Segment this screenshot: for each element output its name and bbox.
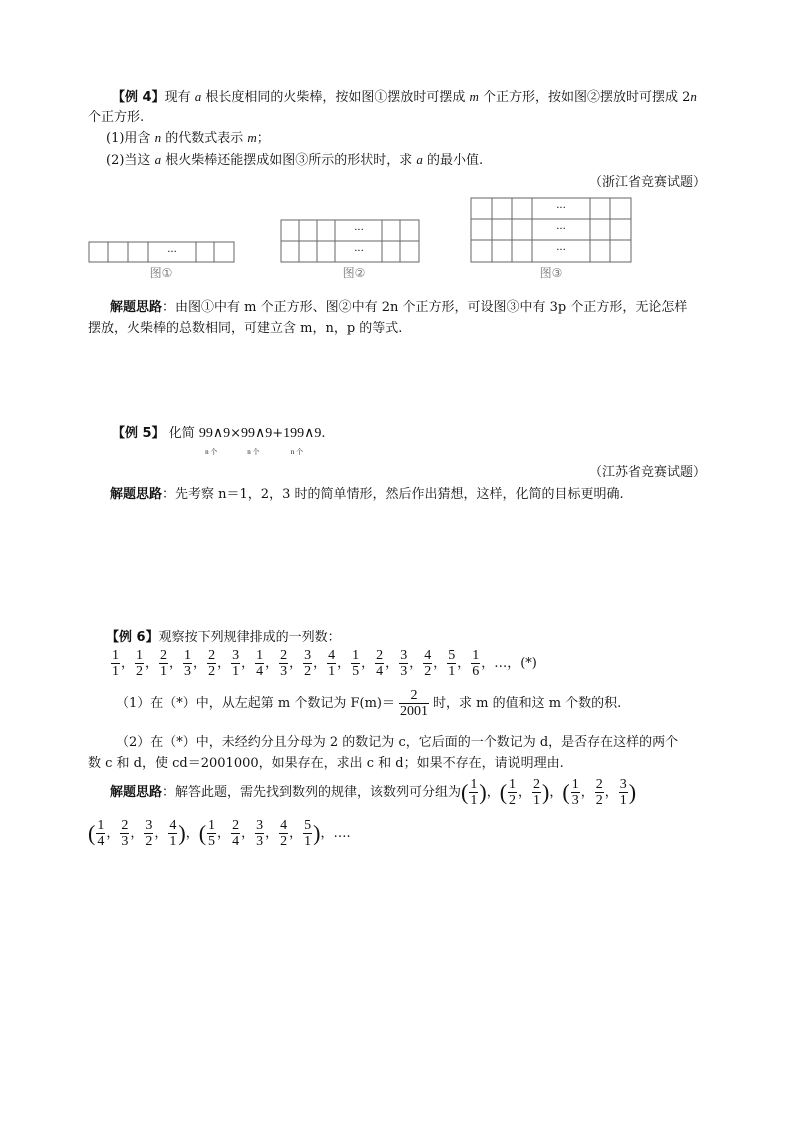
q1-numerator: 2 bbox=[410, 688, 418, 703]
denominator: 4 bbox=[232, 834, 240, 849]
numerator: 2 bbox=[232, 818, 240, 833]
separator: ， bbox=[385, 656, 399, 671]
numerator: 3 bbox=[145, 818, 153, 833]
separator: ， bbox=[289, 656, 303, 671]
term-1-tail: 9 bbox=[223, 426, 231, 441]
ex4-line2: 个正方形. bbox=[88, 110, 145, 125]
sequence-fraction bbox=[351, 648, 360, 679]
sequence-tail: ，…，(*) bbox=[481, 656, 537, 671]
hint-text: ：由图①中有 m 个正方形、图②中有 2n 个正方形，可设图③中有 3p 个正方形，无论怎样 bbox=[162, 300, 688, 315]
separator: ， bbox=[580, 785, 594, 800]
sequence-fraction bbox=[231, 648, 240, 679]
hint-text: ：解答此题，需先找到数列的规律，该数列可分组为 bbox=[162, 785, 462, 800]
term-2-head: 99 bbox=[241, 426, 256, 441]
denominator: 1 bbox=[232, 664, 240, 679]
ex6-hint-line2 bbox=[88, 818, 351, 849]
denominator: 3 bbox=[571, 793, 579, 808]
ex6-question-1 bbox=[116, 688, 621, 719]
numerator: 1 bbox=[256, 648, 264, 663]
denominator: 2 bbox=[280, 834, 288, 849]
q1-text: 时，求 m 的值和这 m 个数的积. bbox=[433, 696, 622, 711]
numerator: 1 bbox=[208, 818, 216, 833]
var-a: a bbox=[194, 89, 202, 104]
separator: ， bbox=[265, 656, 279, 671]
numerator: 2 bbox=[160, 648, 168, 663]
figure-3-label: 图③ bbox=[539, 266, 563, 280]
numerator: 4 bbox=[280, 818, 288, 833]
denominator: 3 bbox=[280, 664, 288, 679]
numerator: 2 bbox=[121, 818, 129, 833]
ex4-source: （浙江省竞赛试题） bbox=[588, 175, 706, 190]
separator: ， bbox=[145, 656, 159, 671]
group-fraction bbox=[508, 777, 517, 808]
sequence-fraction bbox=[447, 648, 456, 679]
matchstick-figures bbox=[86, 192, 646, 282]
separator: ， bbox=[313, 656, 327, 671]
group-fraction bbox=[255, 818, 264, 849]
separator: ， bbox=[265, 826, 279, 841]
sequence-fraction bbox=[399, 648, 408, 679]
separator: ， bbox=[361, 656, 375, 671]
var-a: a bbox=[154, 152, 162, 167]
ex6-intro bbox=[106, 626, 341, 645]
figure-2-grid bbox=[281, 220, 419, 262]
term-1-head: 99 bbox=[198, 426, 213, 441]
separator: ， bbox=[169, 656, 183, 671]
paren: ( bbox=[88, 820, 96, 846]
ex6-question-2-line1: （2）在（*）中，未经约分且分母为 2 的数记为 c，它后面的一个数记为 d，是否存在这样的两个 bbox=[116, 735, 679, 750]
q1-text: （1）在（*）中，从左起第 m 个数记为 F(m)＝ bbox=[116, 696, 395, 711]
denominator: 1 bbox=[304, 834, 312, 849]
sequence-fraction bbox=[111, 648, 120, 679]
period: . bbox=[321, 426, 326, 441]
separator: ， bbox=[154, 826, 168, 841]
numerator: 5 bbox=[448, 648, 456, 663]
numerator: 5 bbox=[304, 818, 312, 833]
figure-2-dots: ··· bbox=[354, 225, 364, 236]
separator: ， bbox=[185, 826, 199, 841]
var-n: n bbox=[690, 89, 697, 104]
denominator: 3 bbox=[121, 834, 129, 849]
numerator: 2 bbox=[595, 777, 603, 792]
denominator: 2 bbox=[424, 664, 432, 679]
var-m: m bbox=[247, 130, 257, 145]
ex5-problem bbox=[112, 422, 326, 456]
paren: ) bbox=[628, 779, 637, 805]
ex4-hint-line1 bbox=[110, 296, 687, 315]
sequence-fraction bbox=[135, 648, 144, 679]
numerator: 3 bbox=[304, 648, 312, 663]
hint-label: 解题思路 bbox=[110, 300, 163, 315]
figure-2-label: 图② bbox=[342, 266, 366, 280]
groups-line-1 bbox=[461, 777, 637, 808]
numerator: 4 bbox=[328, 648, 336, 663]
denominator: 1 bbox=[328, 664, 336, 679]
ex6-tag: 【例 6】 bbox=[106, 630, 159, 645]
denominator: 4 bbox=[256, 664, 264, 679]
paren: ) bbox=[313, 820, 321, 846]
ex4-text: 现有 bbox=[164, 90, 195, 105]
figure-2-dots: ··· bbox=[354, 246, 364, 257]
denominator: 4 bbox=[97, 834, 105, 849]
separator: ， bbox=[289, 826, 303, 841]
denominator: 2 bbox=[595, 793, 603, 808]
ex5-text: 化简 bbox=[164, 426, 195, 441]
separator: ， bbox=[433, 656, 447, 671]
group-fraction bbox=[469, 777, 478, 808]
denominator: 4 bbox=[376, 664, 384, 679]
denominator: 2 bbox=[509, 793, 517, 808]
separator: ， bbox=[241, 826, 255, 841]
denominator: 2 bbox=[136, 664, 144, 679]
numerator: 4 bbox=[424, 648, 432, 663]
separator: ， bbox=[106, 826, 120, 841]
denominator: 2 bbox=[304, 664, 312, 679]
group-fraction bbox=[96, 818, 105, 849]
numerator: 1 bbox=[136, 648, 144, 663]
hint-text: ：先考察 n＝1，2，3 时的简单情形，然后作出猜想，这样，化简的目标更明确. bbox=[162, 487, 624, 502]
separator: ， bbox=[217, 826, 231, 841]
figure-1-grid bbox=[89, 242, 234, 262]
q1-text: 的代数式表示 bbox=[161, 131, 248, 146]
ex4-question-1 bbox=[106, 127, 270, 146]
sequence-fraction bbox=[159, 648, 168, 679]
separator: ， bbox=[518, 785, 532, 800]
term-3-brace-label: n 个 bbox=[290, 448, 304, 456]
hint-label: 解题思路 bbox=[110, 487, 163, 502]
denominator: 1 bbox=[448, 664, 456, 679]
denominator: 5 bbox=[352, 664, 360, 679]
q1-denominator: 2001 bbox=[400, 704, 428, 719]
term-1: 99∧9 n 个 bbox=[198, 426, 231, 456]
separator: ， bbox=[409, 656, 423, 671]
ex4-question-2 bbox=[106, 149, 483, 168]
separator: ， bbox=[241, 656, 255, 671]
paren: ( bbox=[499, 779, 508, 805]
q1-fraction bbox=[399, 688, 429, 719]
paren: ( bbox=[198, 820, 207, 846]
group-fraction bbox=[231, 818, 240, 849]
denominator: 5 bbox=[208, 834, 216, 849]
paren: ( bbox=[562, 779, 570, 805]
ex4-text: 根长度相同的火柴棒，按如图①摆放时可摆成 bbox=[201, 90, 470, 105]
group-fraction bbox=[303, 818, 312, 849]
ex4-tag: 【例 4】 bbox=[112, 90, 165, 105]
numerator: 2 bbox=[208, 648, 216, 663]
numerator: 2 bbox=[533, 777, 541, 792]
group-fraction bbox=[532, 777, 541, 808]
ex6-question-2-line2: 数 c 和 d，使 cd＝2001000，如果存在，求出 c 和 d；如果不存在，请说明理由. bbox=[88, 756, 564, 771]
denominator: 1 bbox=[160, 664, 168, 679]
numerator: 3 bbox=[400, 648, 408, 663]
denominator: 3 bbox=[400, 664, 408, 679]
sequence-fraction bbox=[327, 648, 336, 679]
denominator: 2 bbox=[208, 664, 216, 679]
ex4-hint-line2: 摆放，火柴棒的总数相同，可建立含 m，n，p 的等式. bbox=[88, 321, 403, 336]
separator: ， bbox=[604, 785, 618, 800]
term-3: 199∧9 n 个 bbox=[283, 426, 322, 456]
numerator: 1 bbox=[472, 648, 480, 663]
figure-1-label: 图① bbox=[149, 266, 173, 280]
paren: ( bbox=[461, 779, 469, 805]
numerator: 1 bbox=[352, 648, 360, 663]
var-a: a bbox=[416, 152, 423, 167]
denominator: 6 bbox=[472, 664, 480, 679]
numerator: 3 bbox=[232, 648, 240, 663]
denominator: 1 bbox=[470, 793, 478, 808]
q1-text: (1)用含 bbox=[106, 131, 155, 146]
term-2: 99∧9 n 个 bbox=[241, 426, 273, 456]
denominator: 2 bbox=[145, 834, 153, 849]
ex4-text: 个正方形，按如图②摆放时可摆成 2 bbox=[478, 90, 691, 105]
group-fraction bbox=[279, 818, 288, 849]
sequence-fraction bbox=[255, 648, 264, 679]
ex4-line1 bbox=[112, 86, 697, 105]
numerator: 1 bbox=[571, 777, 579, 792]
separator: ， bbox=[121, 656, 135, 671]
paren: ) bbox=[178, 820, 186, 846]
denominator: 3 bbox=[184, 664, 192, 679]
denominator: 1 bbox=[619, 793, 627, 808]
numerator: 4 bbox=[169, 818, 177, 833]
q1-text: ； bbox=[256, 131, 270, 146]
sequence-fraction bbox=[183, 648, 192, 679]
ex6-hint-line1 bbox=[110, 777, 636, 808]
ex5-hint bbox=[110, 483, 624, 502]
sequence-fraction bbox=[207, 648, 216, 679]
separator: ， bbox=[337, 656, 351, 671]
group-fraction bbox=[144, 818, 153, 849]
sequence-fraction bbox=[471, 648, 480, 679]
denominator: 1 bbox=[533, 793, 541, 808]
separator: ， bbox=[549, 785, 563, 800]
ex6-text: 观察按下列规律排成的一列数： bbox=[158, 630, 341, 645]
numerator: 1 bbox=[184, 648, 192, 663]
groups-end: ，…. bbox=[320, 826, 351, 841]
numerator: 3 bbox=[619, 777, 627, 792]
separator: ， bbox=[193, 656, 207, 671]
separator: ， bbox=[217, 656, 231, 671]
denominator: 1 bbox=[169, 834, 177, 849]
denominator: 1 bbox=[112, 664, 119, 679]
figure-3-dots: ··· bbox=[556, 224, 566, 235]
figure-1-dots: ··· bbox=[167, 247, 177, 258]
numerator: 2 bbox=[376, 648, 384, 663]
group-fraction bbox=[595, 777, 604, 808]
sequence-line bbox=[110, 648, 537, 679]
figure-3-grid bbox=[471, 198, 631, 262]
plus-sign: + bbox=[272, 426, 284, 441]
term-3-tail: 9 bbox=[314, 426, 322, 441]
hint-label: 解题思路 bbox=[110, 785, 163, 800]
term-1-brace-label: n 个 bbox=[205, 448, 218, 456]
groups-line-2 bbox=[88, 818, 321, 849]
numerator: 3 bbox=[256, 818, 264, 833]
times-sign: × bbox=[230, 426, 242, 441]
term-3-head: 199 bbox=[283, 426, 305, 441]
ex5-tag: 【例 5】 bbox=[112, 426, 165, 441]
sequence-fraction bbox=[423, 648, 432, 679]
group-fraction bbox=[168, 818, 177, 849]
paren: ) bbox=[479, 779, 487, 805]
separator: ， bbox=[457, 656, 471, 671]
var-n: n bbox=[154, 130, 162, 145]
numerator: 1 bbox=[470, 777, 478, 792]
numerator: 1 bbox=[509, 777, 517, 792]
separator: ， bbox=[130, 826, 144, 841]
term-2-tail: 9 bbox=[265, 426, 273, 441]
q2-text: 根火柴棒还能摆成如图③所示的形状时，求 bbox=[161, 153, 417, 168]
var-m: m bbox=[469, 89, 479, 104]
numerator: 1 bbox=[97, 818, 105, 833]
sequence-fraction bbox=[279, 648, 288, 679]
denominator: 3 bbox=[256, 834, 264, 849]
group-fraction bbox=[619, 777, 628, 808]
group-fraction bbox=[207, 818, 216, 849]
group-fraction bbox=[571, 777, 580, 808]
group-fraction bbox=[120, 818, 129, 849]
q2-text: 的最小值. bbox=[422, 153, 484, 168]
ex5-source: （江苏省竞赛试题） bbox=[588, 465, 706, 480]
separator: ， bbox=[486, 785, 500, 800]
term-2-brace-label: n 个 bbox=[247, 448, 260, 456]
paren: ) bbox=[542, 779, 550, 805]
numerator: 1 bbox=[112, 648, 119, 663]
q2-text: (2)当这 bbox=[106, 153, 155, 168]
figure-3-dots: ··· bbox=[556, 245, 566, 256]
numerator: 2 bbox=[280, 648, 288, 663]
sequence-fraction bbox=[375, 648, 384, 679]
figure-3-dots: ··· bbox=[556, 203, 566, 214]
sequence-fraction bbox=[303, 648, 312, 679]
sequence bbox=[110, 648, 481, 679]
